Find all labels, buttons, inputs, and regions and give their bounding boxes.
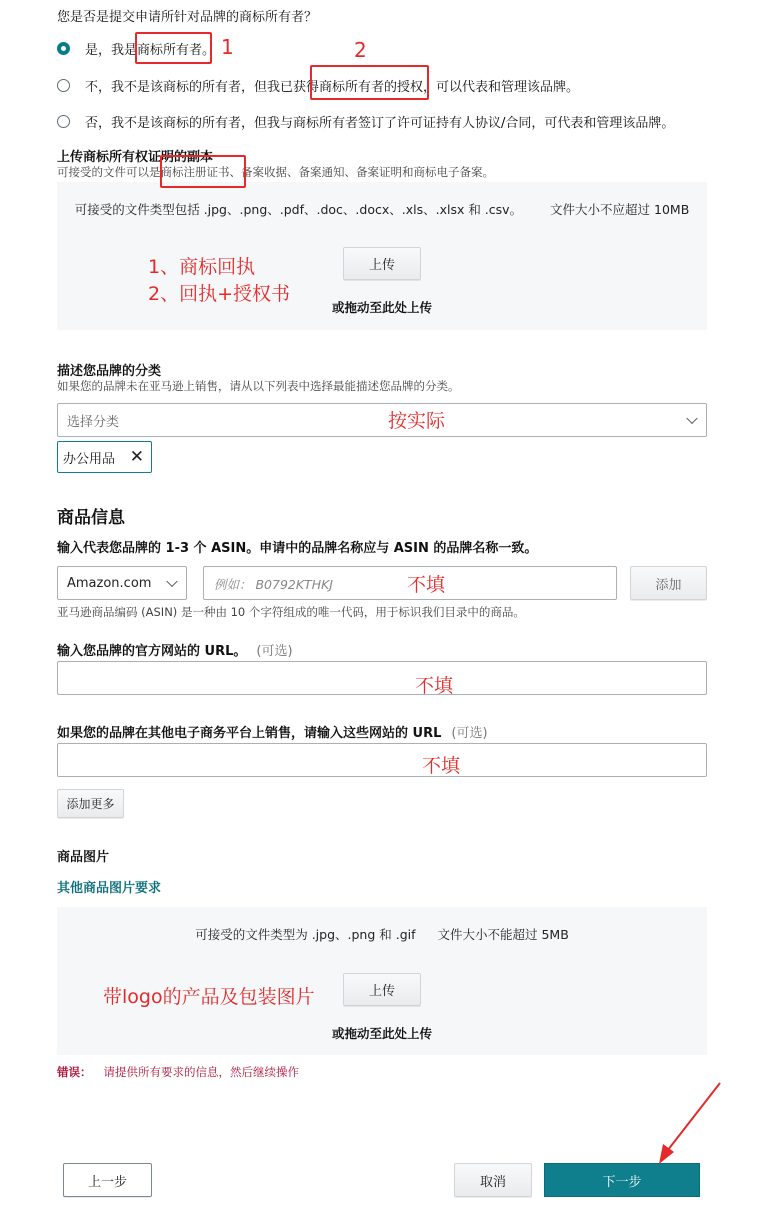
other-sites-optional: (可选)	[451, 726, 488, 741]
annotation-logo-images: 带logo的产品及包装图片	[103, 986, 315, 1008]
images-file-info	[57, 925, 707, 943]
radio-option-licensee[interactable]	[57, 109, 674, 133]
annotation-no-fill-other-sites: 不填	[422, 755, 461, 777]
website-input[interactable]	[57, 661, 707, 695]
annotation-arrow-icon	[650, 1080, 730, 1170]
annotation-receipt-2: 2、回执+授权书	[148, 283, 291, 305]
chevron-down-icon	[166, 576, 177, 587]
radio-authorized[interactable]	[57, 79, 70, 92]
other-sites-label	[57, 722, 488, 741]
other-sites-label-text: 如果您的品牌在其他电子商务平台上销售，请输入这些网站的 URL	[57, 726, 442, 741]
category-subtitle: 如果您的品牌未在亚马逊上销售，请从以下列表中选择最能描述您品牌的分类。	[57, 379, 460, 393]
annotation-number-2: 2	[354, 38, 367, 62]
trademark-upload-button[interactable]: 上传	[343, 247, 421, 280]
website-label	[57, 640, 293, 659]
trademark-file-info	[57, 200, 707, 218]
error-label: 错误：	[57, 1065, 92, 1079]
asin-placeholder: 例如： B0792KTHKJ	[214, 577, 333, 592]
images-size-limit: 文件大小不能超过 5MB	[437, 927, 569, 942]
annotation-no-fill-website: 不填	[415, 675, 454, 697]
radio-owner[interactable]	[57, 42, 70, 55]
images-dropzone[interactable]	[57, 907, 707, 1055]
radio-licensee-label: 否，我不是该商标的所有者，但我与商标所有者签订了许可证持有人协议/合同，可代表和管理该品牌。	[85, 115, 675, 131]
images-title: 商品图片	[57, 850, 110, 865]
asin-label: 输入代表您品牌的 1-3 个 ASIN。申请中的品牌名称应与 ASIN 的品牌名称一致。	[57, 541, 538, 556]
product-info-heading: 商品信息	[57, 508, 125, 528]
images-upload-button[interactable]: 上传	[343, 973, 421, 1006]
annotation-no-fill-asin: 不填	[407, 574, 446, 596]
add-asin-button[interactable]: 添加	[630, 566, 707, 600]
images-drag-text: 或拖动至此处上传	[331, 1026, 432, 1041]
trademark-size-limit: 文件大小不应超过 10MB	[550, 202, 690, 217]
annotation-receipt-1: 1、商标回执	[148, 256, 256, 278]
trademark-drag-text: 或拖动至此处上传	[331, 300, 432, 315]
trademark-upload-title: 上传商标所有权证明的副本	[57, 150, 214, 165]
close-icon[interactable]: ✕	[129, 447, 144, 467]
ownership-question: 您是否是提交申请所针对品牌的商标所有者？	[57, 10, 318, 25]
next-button[interactable]: 下一步	[544, 1163, 700, 1197]
marketplace-select[interactable]	[57, 566, 187, 600]
category-select[interactable]	[57, 403, 707, 437]
radio-owner-label: 是，我是商标所有者。	[85, 42, 216, 58]
trademark-upload-subtitle: 可接受的文件可以是商标注册证书、备案收据、备案通知、备案证明和商标电子备案。	[57, 165, 494, 179]
annotation-per-actual: 按实际	[388, 410, 446, 432]
error-text: 请提供所有要求的信息，然后继续操作	[103, 1065, 299, 1079]
website-label-text: 输入您品牌的官方网站的 URL。	[57, 644, 247, 659]
annotation-box-authorized	[310, 65, 429, 100]
marketplace-value: Amazon.com	[67, 575, 152, 591]
category-chip	[57, 441, 152, 473]
category-placeholder: 选择分类	[67, 414, 120, 430]
asin-help: 亚马逊商品编码 (ASIN) 是一种由 10 个字符组成的唯一代码，用于标识我们目录中的商品。	[57, 605, 525, 619]
error-message	[57, 1064, 299, 1080]
radio-licensee[interactable]	[57, 115, 70, 128]
chevron-down-icon	[686, 413, 697, 424]
category-title: 描述您品牌的分类	[57, 364, 162, 379]
annotation-number-1: 1	[221, 35, 234, 59]
category-chip-label: 办公用品	[63, 451, 116, 467]
radio-authorized-label: 不，我不是该商标的所有者，但我已获得商标所有者的授权，可以代表和管理该品牌。	[85, 79, 580, 95]
annotation-box-owner	[135, 32, 212, 64]
annotation-box-certificate	[160, 155, 246, 188]
trademark-file-types: 可接受的文件类型包括 .jpg、.png、.pdf、.doc、.docx、.xls、.xlsx 和 .csv。	[74, 202, 523, 217]
cancel-button[interactable]: 取消	[454, 1163, 532, 1197]
images-file-types: 可接受的文件类型为 .jpg、.png 和 .gif	[195, 927, 416, 942]
image-requirements-link[interactable]: 其他商品图片要求	[57, 881, 162, 896]
website-optional: (可选)	[256, 644, 293, 659]
other-sites-input[interactable]	[57, 743, 707, 777]
back-button[interactable]: 上一步	[63, 1163, 152, 1197]
add-more-button[interactable]: 添加更多	[57, 789, 124, 818]
